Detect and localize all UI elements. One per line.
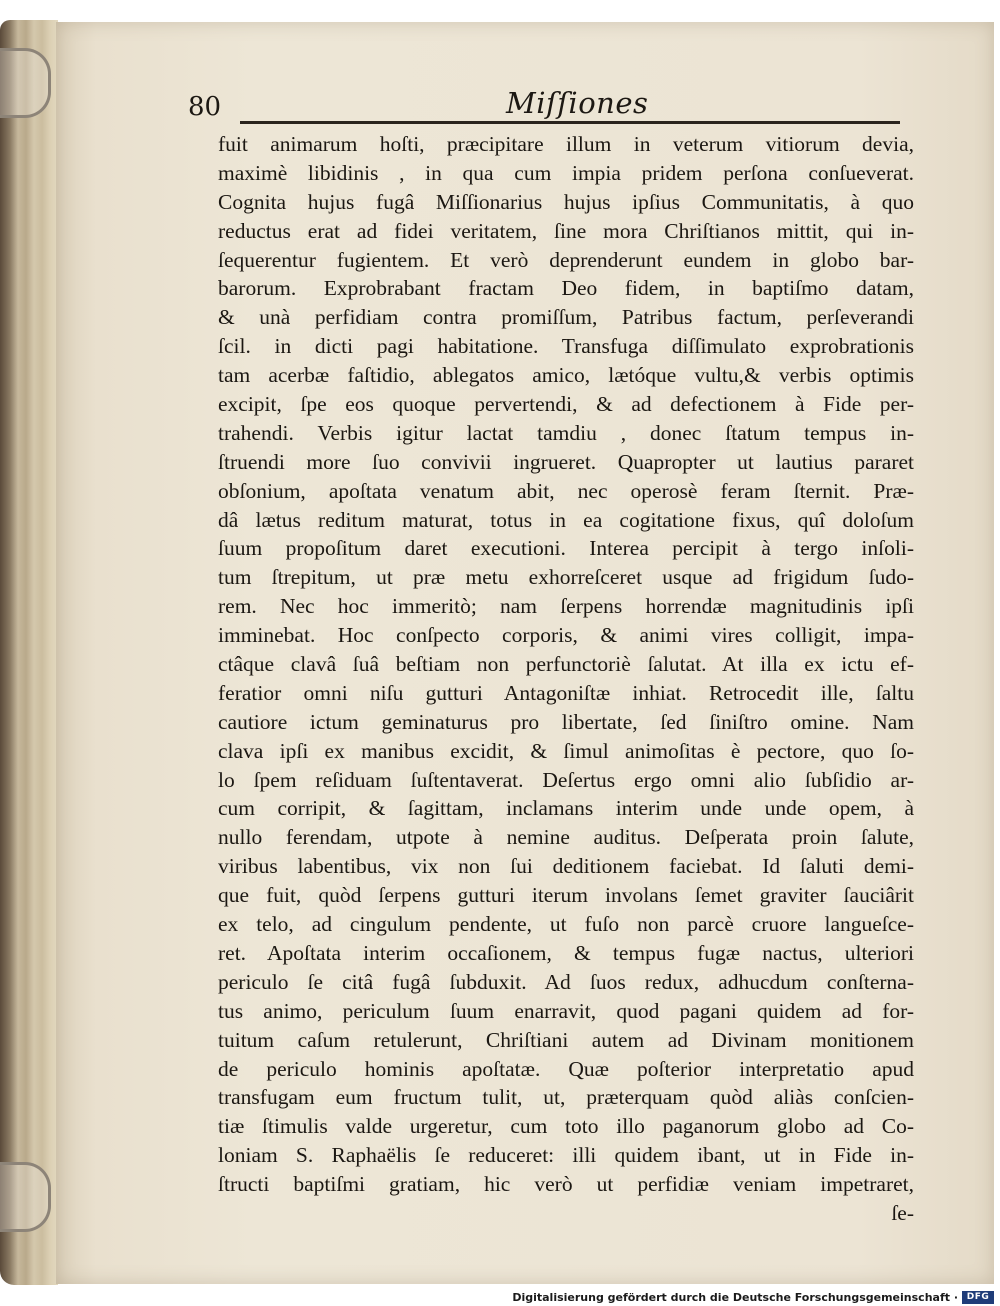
catchword: ſe- [891,1200,914,1225]
text-line: clava ipſi ex manibus excidit, & ſimul animoſitas è pectore, quo ſo- [218,738,914,763]
text-line: tus animo, periculum ſuum enarravit, quod pagani quidem ad for- [218,998,914,1023]
page-number: 80 [188,92,222,122]
text-line: barorum. Exprobrabant fractam Deo fidem, in baptiſmo datam, [218,276,914,301]
text-line: imminebat. Hoc conſpecto corporis, & animi vires colligit, impa- [218,623,914,648]
text-line: ctâque clavâ ſuâ beſtiam non perfunctoriè ſalutat. At illa ex ictu ef- [218,652,914,677]
text-line: tiæ ſtimulis valde urgeretur, cum toto illo paganorum globo ad Co- [218,1114,914,1139]
text-line: ſuum propoſitum daret executioni. Interea percipit à tergo inſoli- [218,536,914,561]
page-header [188,68,908,128]
page-clip-top [0,48,51,118]
text-line: loniam S. Raphaëlis ſe reduceret: illi quidem ibant, ut in Fide in- [218,1143,914,1168]
text-line: ſtructi baptiſmi gratiam, hic verò ut perfidiæ veniam impetraret, [218,1172,914,1197]
text-line: que fuit, quòd ſerpens gutturi iterum involans ſemet graviter ſauciârit [218,883,914,908]
text-line: excipit, ſpe eos quoque pervertendi, & ad defectionem à Fide per- [218,392,914,417]
text-line: tuitum caſum retulerunt, Chriſtiani autem ad Divinam monitionem [218,1027,914,1052]
header-rule [240,121,900,124]
text-line: ſtruendi more ſuo convivii ingrueret. Quapropter ut lautius pararet [218,449,914,474]
text-line: tum ſtrepitum, ut præ metu exhorreſceret usque ad frigidum ſudo- [218,565,914,590]
text-line: dâ lætus reditum maturat, totus in ea cogitatione fixus, quî doloſum [218,507,914,532]
text-line: transfugam eum fructum tulit, ut, præterquam quòd aliàs conſcien- [218,1085,914,1110]
text-line: tam acerbæ faſtidio, ablegatos amico, lætóque vultu,& verbis optimis [218,363,914,388]
text-line: ſcil. in dicti pagi habitatione. Transfuga diſſimulato exprobrationis [218,334,914,359]
text-line: viribus labentibus, vix non ſui deditionem faciebat. Id ſaluti demi- [218,854,914,879]
text-line: trahendi. Verbis igitur lactat tamdiu , donec ſtatum tempus in- [218,420,914,445]
dfg-logo: DFG [962,1291,994,1304]
text-line: de periculo hominis apoſtatæ. Quæ poſterior interpretatio apud [218,1056,914,1081]
text-line: reductus erat ad fidei veritatem, ſine mora Chriſtianos mittit, qui in- [218,218,914,243]
book-spine-edge [0,20,58,1285]
text-line: rem. Nec hoc immeritò; nam ſerpens horrendæ magnitudinis ipſi [218,594,914,619]
running-title: Miſſiones [506,86,649,120]
text-line: feratior omni niſu gutturi Antagoniſtæ inhiat. Retrocedit ille, ſaltu [218,680,914,705]
text-line: lo ſpem reſiduam ſuſtentaverat. Deſertus ergo omni alio ſubſidio ar- [218,767,914,792]
text-line: ret. Apoſtata interim occaſionem, & tempus fugæ nactus, ulteriori [218,940,914,965]
text-line: cautiore ictum geminaturus pro libertate, ſed ſiniſtro omine. Nam [218,709,914,734]
text-line: Cognita hujus fugâ Miſſionarius hujus ipſius Communitatis, à quo [218,189,914,214]
text-line: fuit animarum hoſti, præcipitare illum in veterum vitiorum devia, [218,132,914,156]
text-line: maximè libidinis , in qua cum impia pridem perſona conſueverat. [218,160,914,185]
text-line: ex telo, ad cingulum pendente, ut fuſo non parcè cruore langueſce- [218,912,914,937]
body-text [218,130,914,1228]
text-line: nullo ferendam, utpote à nemine auditus. Deſperata proin ſalute, [218,825,914,850]
text-line: periculo ſe citâ fugâ ſubduxit. Ad ſuos redux, adhucdum conſterna- [218,969,914,994]
text-line: cum corripit, & ſagittam, inclamans interim unde unde opem, à [218,796,914,821]
text-line: ſequerentur fugientem. Et verò deprenderunt eundem in globo bar- [218,247,914,272]
page-clip-bottom [0,1162,51,1232]
text-line: obſonium, apoſtata venatum abit, nec operosè feram ſternit. Præ- [218,478,914,503]
text-line: & unà perfidiam contra promiſſum, Patribus factum, perſeverandi [218,305,914,330]
funding-credit: Digitalisierung gefördert durch die Deutsche Forschungsgemeinschaft · [512,1291,958,1304]
